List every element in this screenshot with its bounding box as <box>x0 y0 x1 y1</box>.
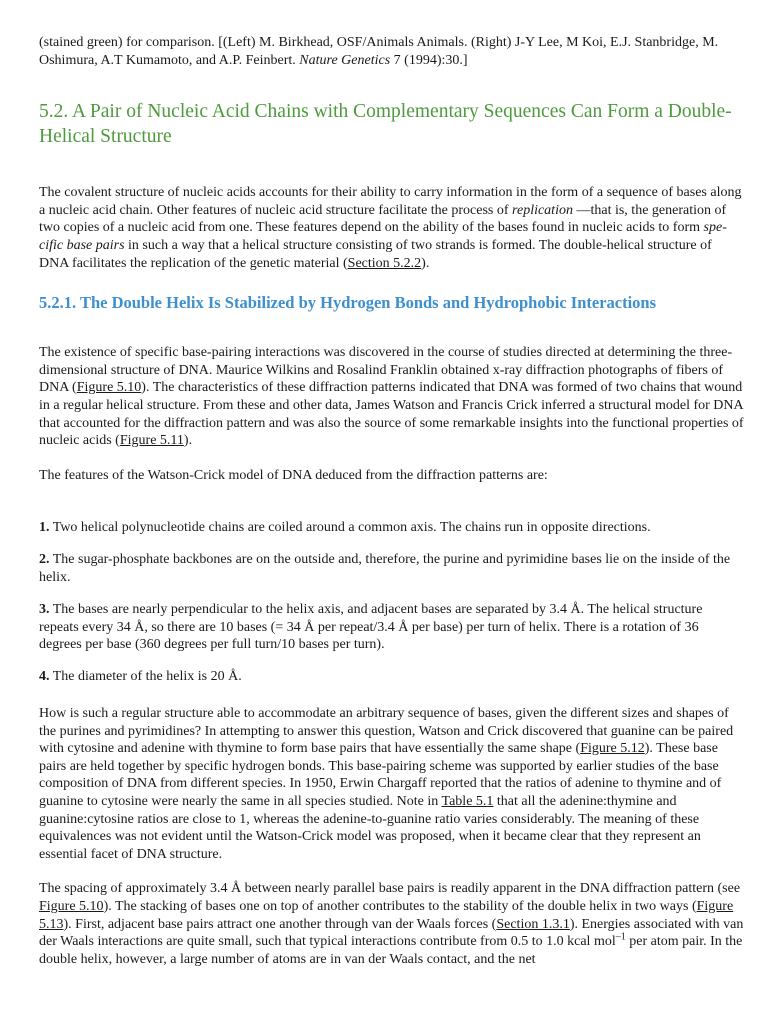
base-pairing-paragraph: How is such a regular structure able to accommodate an arbitrary sequence of bases, given the different sizes and shapes of the purines and pyrimidines? In attempting to answer this question, Watson and Crick discovered that guanine can be paired with cytosine and adenine with thymine to form base pairs that have essentially the same shape (Figure 5.12). These base pairs are held together by specific hydrogen bonds. This base-pairing scheme was supported by earlier studies of the base composition of DNA from different species. In 1950, Erwin Chargaff reported that the ratios of adenine to thymine and of guanine to cytosine were nearly the same in all species studied. Note in Table 5.1 that all the adenine:thymine and guanine:cytosine ratios are close to 1, whereas the adenine-to-guanine ratio varies considerably. The meaning of these equivalences was not evident until the Watson-Crick model was proposed, when it became clear that they represent an essential facet of DNA structure. <box>39 705 734 862</box>
link-figure-5-11[interactable]: Figure 5.11 <box>119 433 184 449</box>
caption-citation: 7 (1994):30.] <box>390 52 468 68</box>
link-figure-5-13[interactable]: Figure 5.13 <box>39 898 734 932</box>
link-section-5-2-2[interactable]: Section 5.2.2 <box>347 255 422 271</box>
intro-paragraph: The covalent structure of nucleic acids accounts for their ability to carry information in the form of a sequence of bases along a nucleic acid chain. Other features of nucleic acid structure facilitate the process of replication —that is, the generation of two copies of a nucleic acid from one. These features depend on the ability of the bases found in nucleic acids to form spe-cific base pairs in such a way that a helical structure consisting of two strands is formed. The double-helical structure of DNA facilitates the replication of the genetic material (Section 5.2.2). <box>39 185 742 271</box>
caption-text: (stained green) for comparison. [(Left) M. Birkhead, OSF/Animals Animals. (Right) J-Y Lee, M Koi, E.J. Stanbridge, M. Oshimura, A.T Kumamoto, and A.P. Feinbert. <box>39 35 719 68</box>
link-figure-5-12[interactable]: Figure 5.12 <box>580 741 645 757</box>
list-item-number: 2. <box>39 552 50 568</box>
superscript-exponent: –1 <box>615 931 626 943</box>
discovery-paragraph: The existence of specific base-pairing interactions was discovered in the course of studies directed at determining the three-dimensional structure of DNA. Maurice Wilkins and Rosalind Franklin obtained x-ray diffraction photographs of fibers of DNA (Figure 5.10). The characteristics of these diffraction patterns indicated that DNA was formed of two chains that wound in a regular helical structure. From these and other data, James Watson and Francis Crick inferred a structural model for DNA that accounted for the diffraction pattern and was also the source of some remarkable insights into the functional properties of nucleic acids (Figure 5.11). <box>39 345 744 449</box>
stacking-paragraph: The spacing of approximately 3.4 Å between nearly parallel base pairs is readily apparent in the DNA diffraction pattern (see Figure 5.10). The stacking of bases one on top of another contributes to the stability of the double helix in two ways (Figure 5.13). First, adjacent base pairs attract one another through van der Waals forces (Section 1.3.1). Energies associated with van der Waals interactions are quite small, such that typical interactions contribute from 0.5 to 1.0 kcal mol$^{-1}$ per atom pair. In the double helix, however, a large number of atoms are in van der Waals contact, and the net <box>39 881 744 967</box>
list-item <box>39 551 744 586</box>
term-replication: replication <box>512 202 573 218</box>
section-heading-5-2-1: 5.2.1. The Double Helix Is Stabilized by Hydrogen Bonds and Hydrophobic Interactions <box>39 293 657 313</box>
list-item <box>39 668 744 686</box>
features-lead: The features of the Watson-Crick model of DNA deduced from the diffraction patterns are: <box>39 467 548 483</box>
list-item <box>39 601 744 654</box>
list-item-text: Two helical polynucleotide chains are coiled around a common axis. The chains run in opposite directions. <box>49 520 651 536</box>
figure-caption-tail <box>39 34 744 69</box>
list-item-number: 1. <box>39 520 50 536</box>
list-item <box>39 519 744 537</box>
section-heading-5-2: 5.2. A Pair of Nucleic Acid Chains with Complementary Sequences Can Form a Double-Helical Structure <box>39 101 732 147</box>
list-item-text: The diameter of the helix is 20 Å. <box>49 669 242 685</box>
caption-journal: Nature Genetics <box>299 52 391 68</box>
link-section-1-3-1[interactable]: Section 1.3.1 <box>496 916 570 932</box>
list-item-number: 4. <box>39 669 50 685</box>
link-table-5-1[interactable]: Table 5.1 <box>441 793 494 809</box>
link-figure-5-10[interactable]: Figure 5.10 <box>76 380 142 396</box>
link-figure-5-10-b[interactable]: Figure 5.10 <box>39 898 104 914</box>
list-item-text: The sugar-phosphate backbones are on the outside and, therefore, the purine and pyrimidine bases lie on the inside of the helix. <box>39 552 731 585</box>
list-item-text: The bases are nearly perpendicular to the helix axis, and adjacent bases are separated by 3.4 Å. The helical structure repeats every 34 Å, so there are 10 bases (= 34 Å per repeat/3.4 Å per base) per turn of helix. There is a rotation of 36 degrees per base (360 degrees per full turn/10 bases per turn). <box>39 602 703 653</box>
list-item-number: 3. <box>39 602 50 618</box>
term-specific-base-pairs: spe-cific base pairs <box>39 220 727 253</box>
